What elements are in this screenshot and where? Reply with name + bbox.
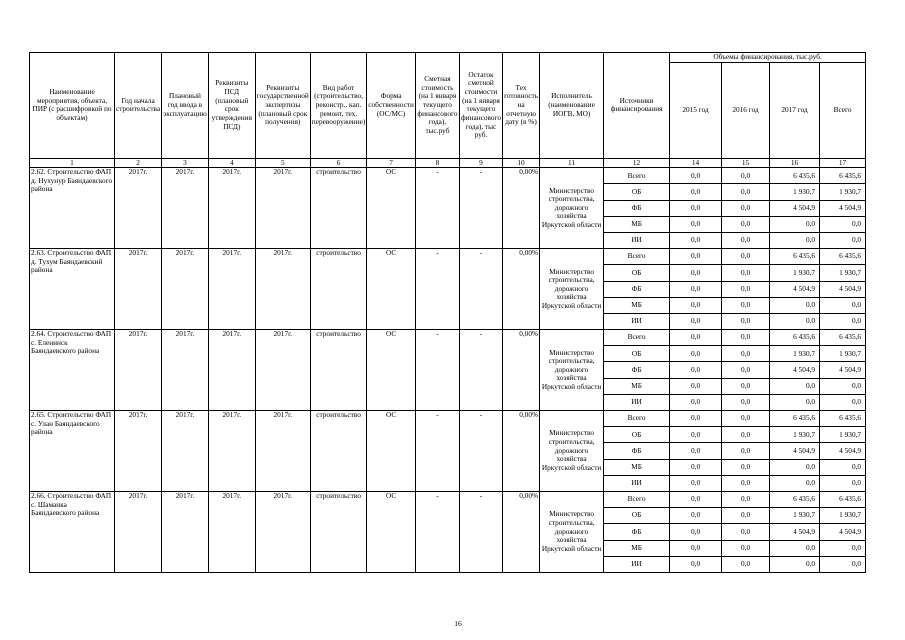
page-number: 16 (454, 619, 462, 628)
value-2015: 0,0 (670, 427, 722, 443)
funding-source: ФБ (604, 443, 670, 459)
value-2017: 1 930,7 (770, 265, 820, 281)
funding-source: ФБ (604, 281, 670, 297)
column-number: 1 (30, 158, 115, 168)
funding-source: МБ (604, 378, 670, 394)
value-2017: 4 504,9 (770, 524, 820, 540)
value-2015: 0,0 (670, 200, 722, 216)
value-total: 4 504,9 (820, 281, 866, 297)
column-number: 9 (459, 158, 502, 168)
value-total: 4 504,9 (820, 362, 866, 378)
header-year-2015: 2015 год (670, 62, 722, 158)
expertise-date: 2017г. (255, 491, 310, 572)
value-total: 0,0 (820, 378, 866, 394)
funding-source: Всего (604, 411, 670, 427)
funding-source: МБ (604, 297, 670, 313)
value-2015: 0,0 (670, 265, 722, 281)
project-name: 2.62. Строительство ФАП д. Нухунур Баяндаевского района (30, 168, 115, 249)
estimated-cost: - (415, 411, 459, 492)
value-2015: 0,0 (670, 362, 722, 378)
value-2017: 0,0 (770, 394, 820, 410)
financing-table (29, 52, 866, 573)
value-2017: 6 435,6 (770, 249, 820, 265)
work-type: строительство (310, 168, 367, 249)
value-2015: 0,0 (670, 216, 722, 232)
value-2016: 0,0 (722, 184, 770, 200)
table-row (30, 168, 866, 184)
remaining-cost: - (459, 330, 502, 411)
value-2015: 0,0 (670, 378, 722, 394)
estimated-cost: - (415, 330, 459, 411)
header-executor: Исполнитель (наименование ИОГВ, МО) (540, 53, 604, 159)
value-2015: 0,0 (670, 540, 722, 556)
expertise-date: 2017г. (255, 249, 310, 330)
column-number: 12 (604, 158, 670, 168)
column-number: 17 (820, 158, 866, 168)
funding-source: МБ (604, 459, 670, 475)
column-number: 6 (310, 158, 367, 168)
value-total: 1 930,7 (820, 346, 866, 362)
value-2016: 0,0 (722, 346, 770, 362)
header-sources: Источники финансирования (604, 53, 670, 159)
project-name: 2.64. Строительство ФАП с. Еленинск Баяндаевского района (30, 330, 115, 411)
value-2016: 0,0 (722, 524, 770, 540)
value-2016: 0,0 (722, 313, 770, 329)
expertise-date: 2017г. (255, 411, 310, 492)
value-2015: 0,0 (670, 443, 722, 459)
value-2016: 0,0 (722, 443, 770, 459)
value-2016: 0,0 (722, 378, 770, 394)
value-2016: 0,0 (722, 508, 770, 524)
value-total: 1 930,7 (820, 508, 866, 524)
executor: Министерство строительства, дорожного хозяйства Иркутской области (540, 249, 604, 330)
column-number: 3 (162, 158, 209, 168)
value-2015: 0,0 (670, 297, 722, 313)
funding-source: ФБ (604, 200, 670, 216)
readiness: 0,00% (503, 330, 540, 411)
value-total: 0,0 (820, 394, 866, 410)
header-year-2016: 2016 год (722, 62, 770, 158)
value-2016: 0,0 (722, 232, 770, 248)
commission-year: 2017г. (162, 491, 209, 572)
project-name: 2.63. Строительство ФАП д. Тухум Баяндаевский района (30, 249, 115, 330)
funding-source: Всего (604, 168, 670, 184)
value-total: 4 504,9 (820, 200, 866, 216)
start-year: 2017г. (115, 249, 162, 330)
funding-source: Всего (604, 330, 670, 346)
psd-date: 2017г. (208, 168, 255, 249)
table-row (30, 249, 866, 265)
header-year-2017: 2017 год (770, 62, 820, 158)
estimated-cost: - (415, 491, 459, 572)
ownership: ОС (367, 168, 416, 249)
value-2016: 0,0 (722, 556, 770, 572)
value-2017: 1 930,7 (770, 346, 820, 362)
header-expertise: Реквизиты государственной экспертизы (плановый срок получения) (255, 53, 310, 159)
start-year: 2017г. (115, 411, 162, 492)
header-start-year: Год начала строительства (115, 53, 162, 159)
value-2016: 0,0 (722, 411, 770, 427)
commission-year: 2017г. (162, 411, 209, 492)
project-name: 2.66. Строительство ФАП с. Шаманка Баяндаевского района (30, 491, 115, 572)
value-total: 6 435,6 (820, 491, 866, 507)
header-readiness: Тех готовность на отчетную дату (в %) (503, 53, 540, 159)
value-2017: 0,0 (770, 459, 820, 475)
value-2017: 1 930,7 (770, 508, 820, 524)
readiness: 0,00% (503, 249, 540, 330)
value-total: 1 930,7 (820, 427, 866, 443)
value-2017: 0,0 (770, 540, 820, 556)
ownership: ОС (367, 491, 416, 572)
value-2015: 0,0 (670, 394, 722, 410)
column-number: 4 (208, 158, 255, 168)
column-number: 2 (115, 158, 162, 168)
value-total: 1 930,7 (820, 265, 866, 281)
value-2017: 4 504,9 (770, 281, 820, 297)
start-year: 2017г. (115, 168, 162, 249)
column-number: 8 (415, 158, 459, 168)
value-2016: 0,0 (722, 281, 770, 297)
funding-source: Всего (604, 491, 670, 507)
funding-source: ОБ (604, 184, 670, 200)
psd-date: 2017г. (208, 491, 255, 572)
value-2015: 0,0 (670, 330, 722, 346)
value-2016: 0,0 (722, 249, 770, 265)
header-commission-year: Плановый год ввода в эксплуатацию (162, 53, 209, 159)
project-name: 2.65. Строительство ФАП с. Улан Баяндаевского района (30, 411, 115, 492)
value-2015: 0,0 (670, 491, 722, 507)
table-row (30, 491, 866, 507)
commission-year: 2017г. (162, 330, 209, 411)
value-2015: 0,0 (670, 168, 722, 184)
column-number: 7 (367, 158, 416, 168)
column-number: 15 (722, 158, 770, 168)
value-2015: 0,0 (670, 232, 722, 248)
work-type: строительство (310, 491, 367, 572)
value-2017: 1 930,7 (770, 184, 820, 200)
remaining-cost: - (459, 491, 502, 572)
header-total: Всего (820, 62, 866, 158)
funding-source: Всего (604, 249, 670, 265)
executor: Министерство строительства, дорожного хозяйства Иркутской области (540, 168, 604, 249)
start-year: 2017г. (115, 491, 162, 572)
value-2017: 6 435,6 (770, 330, 820, 346)
value-total: 4 504,9 (820, 524, 866, 540)
expertise-date: 2017г. (255, 330, 310, 411)
value-2015: 0,0 (670, 346, 722, 362)
remaining-cost: - (459, 249, 502, 330)
funding-source: ОБ (604, 427, 670, 443)
value-2016: 0,0 (722, 459, 770, 475)
value-2017: 6 435,6 (770, 491, 820, 507)
value-2016: 0,0 (722, 427, 770, 443)
value-2016: 0,0 (722, 297, 770, 313)
executor: Министерство строительства, дорожного хозяйства Иркутской области (540, 330, 604, 411)
funding-source: ОБ (604, 265, 670, 281)
value-total: 4 504,9 (820, 443, 866, 459)
readiness: 0,00% (503, 168, 540, 249)
value-2015: 0,0 (670, 249, 722, 265)
value-total: 1 930,7 (820, 184, 866, 200)
header-funding-group: Объемы финансирования, тыс.руб. (670, 53, 866, 63)
value-2015: 0,0 (670, 475, 722, 491)
header-estimated-cost: Сметная стоимость (на 1 января текущего финансового года), тыс.руб (415, 53, 459, 159)
value-2017: 4 504,9 (770, 362, 820, 378)
psd-date: 2017г. (208, 411, 255, 492)
executor: Министерство строительства, дорожного хозяйства Иркутской области (540, 411, 604, 492)
value-2017: 0,0 (770, 216, 820, 232)
value-2017: 1 930,7 (770, 427, 820, 443)
ownership: ОС (367, 411, 416, 492)
expertise-date: 2017г. (255, 168, 310, 249)
value-total: 0,0 (820, 297, 866, 313)
value-total: 0,0 (820, 232, 866, 248)
readiness: 0,00% (503, 411, 540, 492)
value-2016: 0,0 (722, 394, 770, 410)
funding-source: ИИ (604, 475, 670, 491)
value-2016: 0,0 (722, 330, 770, 346)
commission-year: 2017г. (162, 168, 209, 249)
column-number: 14 (670, 158, 722, 168)
ownership: ОС (367, 330, 416, 411)
value-2015: 0,0 (670, 508, 722, 524)
funding-source: ИИ (604, 313, 670, 329)
value-2017: 0,0 (770, 556, 820, 572)
value-total: 0,0 (820, 459, 866, 475)
value-total: 0,0 (820, 313, 866, 329)
column-number: 10 (503, 158, 540, 168)
value-2015: 0,0 (670, 313, 722, 329)
value-2015: 0,0 (670, 411, 722, 427)
work-type: строительство (310, 411, 367, 492)
readiness: 0,00% (503, 491, 540, 572)
value-2015: 0,0 (670, 524, 722, 540)
value-2017: 0,0 (770, 313, 820, 329)
work-type: строительство (310, 330, 367, 411)
value-2017: 4 504,9 (770, 200, 820, 216)
value-2017: 0,0 (770, 378, 820, 394)
work-type: строительство (310, 249, 367, 330)
table-row (30, 411, 866, 427)
value-2016: 0,0 (722, 475, 770, 491)
funding-source: МБ (604, 540, 670, 556)
table-body (30, 53, 866, 573)
estimated-cost: - (415, 249, 459, 330)
value-2016: 0,0 (722, 491, 770, 507)
value-2015: 0,0 (670, 459, 722, 475)
value-2016: 0,0 (722, 265, 770, 281)
value-2016: 0,0 (722, 200, 770, 216)
header-row-top (30, 53, 866, 63)
funding-source: ОБ (604, 508, 670, 524)
value-2015: 0,0 (670, 556, 722, 572)
column-number: 11 (540, 158, 604, 168)
psd-date: 2017г. (208, 249, 255, 330)
value-2017: 0,0 (770, 475, 820, 491)
value-total: 0,0 (820, 475, 866, 491)
value-total: 0,0 (820, 556, 866, 572)
value-2015: 0,0 (670, 281, 722, 297)
value-total: 6 435,6 (820, 249, 866, 265)
funding-source: ИИ (604, 232, 670, 248)
column-number: 5 (255, 158, 310, 168)
funding-source: МБ (604, 216, 670, 232)
value-2017: 6 435,6 (770, 168, 820, 184)
value-total: 0,0 (820, 216, 866, 232)
estimated-cost: - (415, 168, 459, 249)
psd-date: 2017г. (208, 330, 255, 411)
value-total: 6 435,6 (820, 168, 866, 184)
commission-year: 2017г. (162, 249, 209, 330)
funding-source: ИИ (604, 394, 670, 410)
header-psd: Реквизиты ПСД (плановый срок утверждения ПСД) (208, 53, 255, 159)
header-name: Наименование мероприятия, объекта, ПИР (с расшифровкой по объектам) (30, 53, 115, 159)
ownership: ОС (367, 249, 416, 330)
funding-source: ФБ (604, 362, 670, 378)
remaining-cost: - (459, 168, 502, 249)
value-2016: 0,0 (722, 168, 770, 184)
funding-source: ФБ (604, 524, 670, 540)
executor: Министерство строительства, дорожного хозяйства Иркутской области (540, 491, 604, 572)
start-year: 2017г. (115, 330, 162, 411)
table-row (30, 330, 866, 346)
funding-source: ОБ (604, 346, 670, 362)
value-2017: 6 435,6 (770, 411, 820, 427)
header-work-type: Вид работ (строительство, реконстр., кап. ремонт, тех. перевооружение) (310, 53, 367, 159)
value-2015: 0,0 (670, 184, 722, 200)
column-number: 16 (770, 158, 820, 168)
value-2016: 0,0 (722, 540, 770, 556)
value-total: 6 435,6 (820, 411, 866, 427)
value-2016: 0,0 (722, 362, 770, 378)
remaining-cost: - (459, 411, 502, 492)
header-remaining-cost: Остаток сметной стоимости (на 1 января текущего финансового года), тыс руб. (459, 53, 502, 159)
value-2017: 4 504,9 (770, 443, 820, 459)
column-number-row (30, 158, 866, 168)
value-total: 0,0 (820, 540, 866, 556)
value-2016: 0,0 (722, 216, 770, 232)
funding-source: ИИ (604, 556, 670, 572)
value-2017: 0,0 (770, 297, 820, 313)
value-total: 6 435,6 (820, 330, 866, 346)
header-ownership: Форма собственности (ОС/МС) (367, 53, 416, 159)
value-2017: 0,0 (770, 232, 820, 248)
